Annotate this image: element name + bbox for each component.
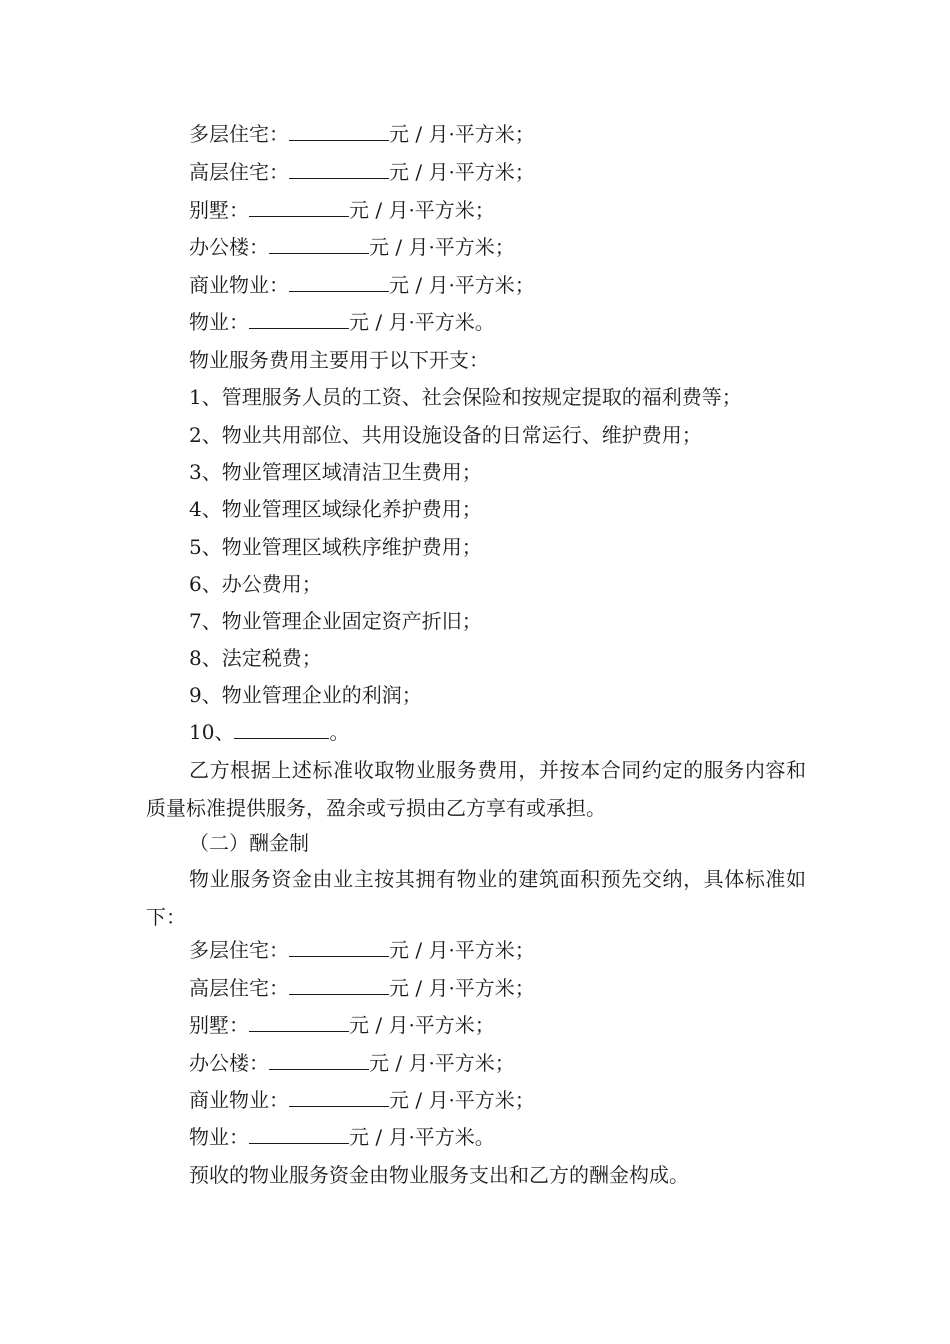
rate-line-villa: 别墅： 元 / 月·平方米；	[189, 198, 495, 222]
rate-line-office: 办公楼： 元 / 月·平方米；	[189, 235, 515, 259]
fill-blank	[289, 938, 389, 957]
fill-blank	[289, 1088, 389, 1107]
rate-line-highrise: 高层住宅： 元 / 月·平方米；	[189, 976, 535, 1000]
rate-line-highrise: 高层住宅： 元 / 月·平方米；	[189, 160, 535, 184]
expense-item: 6、办公费用；	[189, 572, 322, 596]
fill-blank	[249, 198, 349, 217]
expense-item: 1、管理服务人员的工资、社会保险和按规定提取的福利费等；	[189, 385, 742, 409]
expense-item: 9、物业管理企业的利润；	[189, 683, 422, 707]
fill-blank	[269, 1051, 369, 1070]
fill-blank	[249, 310, 349, 329]
commission-paragraph: 物业服务资金由业主按其拥有物业的建筑面积预先交纳，具体标准如下：	[146, 867, 806, 929]
fill-blank	[249, 1125, 349, 1144]
expense-item: 3、物业管理区域清洁卫生费用；	[189, 460, 482, 484]
expense-item: 2、物业共用部位、共用设施设备的日常运行、维护费用；	[189, 423, 702, 447]
closing-line: 预收的物业服务资金由物业服务支出和乙方的酬金构成。	[189, 1163, 689, 1187]
fill-blank	[289, 160, 389, 179]
rate-line-property: 物业： 元 / 月·平方米。	[189, 310, 495, 334]
fill-blank	[269, 235, 369, 254]
rate-line-property: 物业： 元 / 月·平方米。	[189, 1125, 495, 1149]
fill-blank	[249, 1013, 349, 1032]
expense-item-10: 10、 。	[189, 720, 350, 744]
expense-item: 5、物业管理区域秩序维护费用；	[189, 535, 482, 559]
rate-line-commercial: 商业物业： 元 / 月·平方米；	[189, 273, 535, 297]
rate-line-commercial: 商业物业： 元 / 月·平方米；	[189, 1088, 535, 1112]
rate-line-multistory: 多层住宅： 元 / 月·平方米；	[189, 938, 535, 962]
expense-item: 8、法定税费；	[189, 646, 322, 670]
fill-blank	[289, 122, 389, 141]
rate-line-office: 办公楼： 元 / 月·平方米；	[189, 1051, 515, 1075]
lump-sum-paragraph: 乙方根据上述标准收取物业服务费用，并按本合同约定的服务内容和质量标准提供服务，盈余或亏损由乙方享有或承担。	[146, 758, 806, 820]
rate-line-multistory: 多层住宅： 元 / 月·平方米；	[189, 122, 535, 146]
section-heading: （二）酬金制	[189, 831, 309, 855]
expense-item: 4、物业管理区域绿化养护费用；	[189, 497, 482, 521]
expenses-intro: 物业服务费用主要用于以下开支：	[189, 348, 489, 372]
fill-blank	[234, 720, 329, 739]
fill-blank	[289, 976, 389, 995]
fill-blank	[289, 273, 389, 292]
expense-item: 7、物业管理企业固定资产折旧；	[189, 609, 482, 633]
rate-line-villa: 别墅： 元 / 月·平方米；	[189, 1013, 495, 1037]
